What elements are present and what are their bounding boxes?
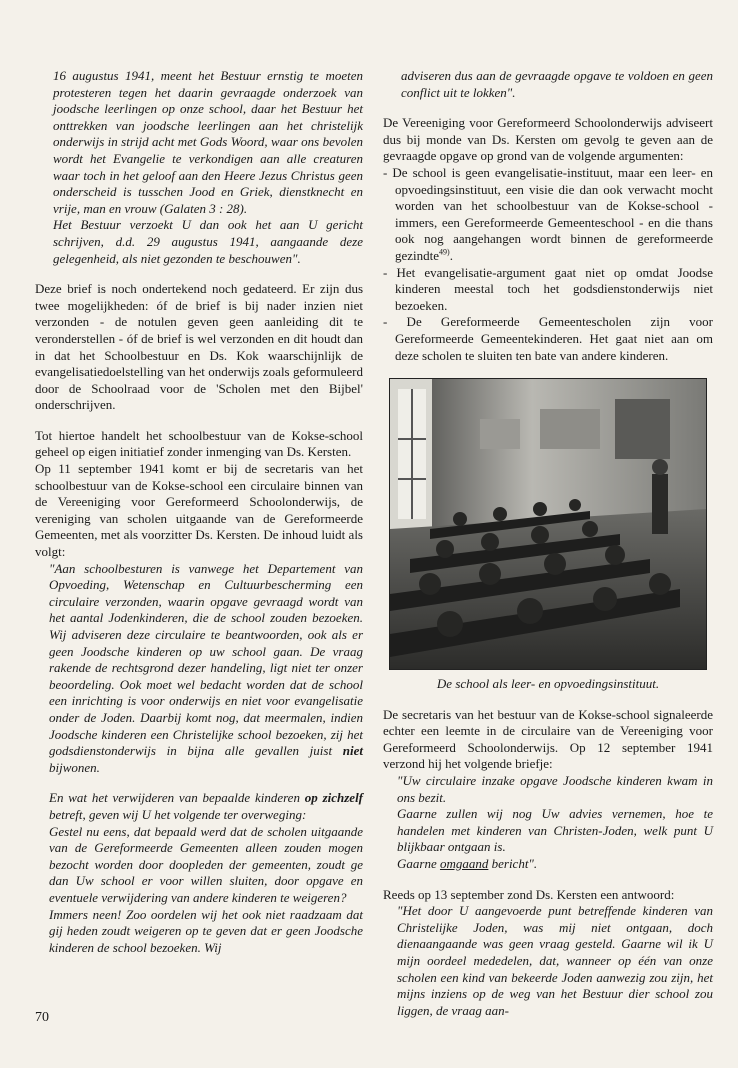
photo-caption: De school als leer- en opvoedingsinstituut. xyxy=(436,676,660,692)
quote-paragraph: 16 augustus 1941, meent het Bestuur ernstig te moeten protesteren tegen het daarin gevraagde onderzoek van joodsche leerlingen op onze school, daar het Bestuur het onttrekken van joodsche leerlingen aan het christelijk onderwijs in strijd acht met Gods Woord, waar ons bevolen wordt het Evangelie te verkondigen aan alle creaturen waar toch in het geloof aan den Heere Jezus Christus geen onderscheid is tusschen Jood en Griek, dienstknecht en vrije, man en vrouw (Galaten 3 : 28). xyxy=(53,68,363,216)
quote-paragraph: Gaarne zullen wij nog Uw advies vernemen, hoe te handelen met kinderen van Christen-Joden, welk punt U blijkbaar ontgaan is. xyxy=(397,806,713,855)
body-paragraph: De secretaris van het bestuur van de Kokse-school signaleerde echter een leemte in de circulaire van de Vereeniging voor Gereformeerd Schoolonderwijs. Op 12 september 1941 verzond hij het volgende briefje: xyxy=(383,706,713,772)
classroom-photo xyxy=(389,378,707,670)
quote-paragraph: Immers neen! Zoo oordelen wij het ook niet raadzaam dat gij heden zoudt weigeren op te geven dat er geen Joodsche kinderen de school bezoeken. Wij xyxy=(49,906,363,955)
quote-paragraph: Het Bestuur verzoekt U dan ook het aan U gericht schrijven, d.d. 29 augustus 1941, aangaande deze gelegenheid, als niet gezonden te beschouwen". xyxy=(53,217,363,266)
quote-paragraph: "Uw circulaire inzake opgave Joodsche kinderen kwam in ons bezit. xyxy=(397,773,713,805)
quote-paragraph: Gaarne omgaand bericht". xyxy=(397,856,538,872)
list-item: - De school is geen evangelisatie-instituut, maar een leer- en opvoedingsinstituut, een visie die dan ook verwacht mocht worden van het schoolbestuur van de Kokse-school - immers, een Gereformeerde Gemeenteschool - en die thans ook nog aangehangen wordt binnen de gereformeerde gezindte$^{49)}$. xyxy=(383,164,713,263)
argument-list xyxy=(383,165,713,364)
body-paragraph: Deze brief is noch ondertekend noch gedateerd. Er zijn dus twee mogelijkheden: óf de brief is bij nader inzien niet verzonden - de notulen geven geen aanleiding dit te veronderstellen - óf de brief is wel verzonden en dit houdt dan in dat het Schoolbestuur en Ds. Kok waarschijnlijk de evangelisatiedoelstelling van het onderwijs zoals geformuleerd door de Schoolraad voor de 'Scholen met den Bijbel' onderschrijven. xyxy=(35,281,363,413)
body-paragraph: De Vereeniging voor Gereformeerd Schoolonderwijs adviseert dus bij monde van Ds. Kersten om gevolg te geven aan de gevraagde opgave op grond van de volgende argumenten: xyxy=(383,115,713,164)
quote-block-1 xyxy=(53,68,363,267)
list-item: - De Gereformeerde Gemeentescholen zijn voor Gereformeerde Gemeentekinderen. Het gaat niet aan om deze scholen te sluiten ten bate van andere kinderen. xyxy=(383,314,713,363)
body-paragraph: Tot hiertoe handelt het schoolbestuur van de Kokse-school geheel op eigen initiatief zonder inmenging van Ds. Kersten. xyxy=(35,427,363,460)
quote-paragraph: Gestel nu eens, dat bepaald werd dat de scholen uitgaande van de Gereformeerde Gemeenten alleen zouden mogen bezocht worden door doopleden der gemeenten, zoudt ge dan Uw school er voor willen sluiten, door opgave en eventuele verwijdering van andere kinderen te weigeren? xyxy=(49,823,363,905)
quote-block-2 xyxy=(49,561,363,957)
body-paragraph: Reeds op 13 september zond Ds. Kersten een antwoord: xyxy=(383,886,675,902)
quote-block-3 xyxy=(397,773,713,873)
quote-continuation: adviseren dus aan de gevraagde opgave te voldoen en geen conflict uit te lokken". xyxy=(401,68,713,100)
body-paragraph: Op 11 september 1941 komt er bij de secretaris van het schoolbestuur van de Kokse-school een circulaire binnen van de Vereeniging voor Gereformeerd Schoolonderwijs, de vereniging van scholen uitgaande van de Gereformeerde Gemeenten, met als voorzitter Ds. Kersten. De inhoud luidt als volgt: xyxy=(35,461,363,560)
left-column xyxy=(35,68,363,956)
list-item: - Het evangelisatie-argument gaat niet op omdat Joodse kinderen meestal toch het godsdienstonderwijs niet bezoeken. xyxy=(383,264,713,313)
right-column xyxy=(383,68,713,1019)
page-number: 70 xyxy=(35,1010,49,1025)
quote-paragraph: En wat het verwijderen van bepaalde kinderen op zichzelf betreft, geven wij U het volgende ter overweging: xyxy=(49,790,364,822)
quote-paragraph: "Aan schoolbesturen is vanwege het Departement van Opvoeding, Wetenschap en Cultuurbescherming een circulaire verzonden, waarin opgave gevraagd wordt van het aantal Jodenkinderen, die de school zouden bezoeken. Wij adviseren deze circulaire te beantwoorden, ook als er geen Joodsche kinderen op uw school gaan. De vraag rakende de rechtsgrond dezer handeling, ligt niet ter onzer beoordeling. Ook moet wel bedacht worden dat de school een inrichting is voor onderwijs en niet voor evangelisatie onder de Joden. Daarbij komt nog, dat meermalen, indien Joodsche kinderen een Christelijke school bezoeken, zij het godsdienstonderwijs in bijna alle gevallen juist niet bijwonen. xyxy=(49,560,363,775)
quote-paragraph: "Het door U aangevoerde punt betreffende kinderen van Christelijke Joden, was mij niet ontgaan, doch dienaangaande was geen vraag gesteld. Gaarne wil ik U mijn oordeel mededelen, dat, wanneer op één van onze scholen een kind van bekeerde Joden aanwezig zou zijn, het mijns inziens op de weg van het Bestuur dier school zou liggen, de vraag aan- xyxy=(397,903,713,1018)
